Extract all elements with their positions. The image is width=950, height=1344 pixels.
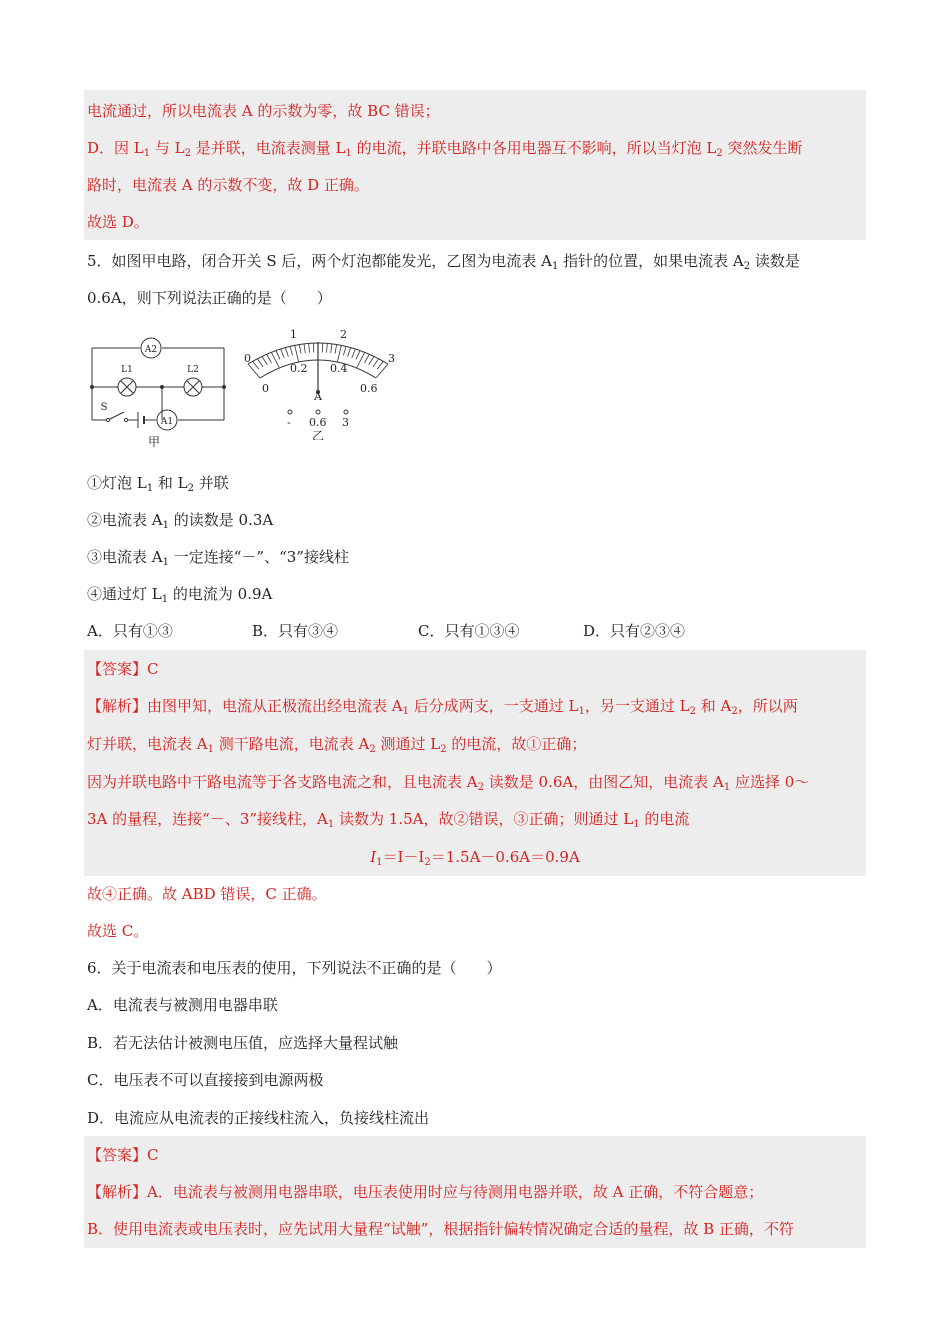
switch-contact-left — [106, 418, 109, 421]
q5-answer: 【答案】C — [87, 660, 159, 678]
switch-contact-right — [124, 418, 127, 421]
q5-analysis-line-3: 因为并联电路中干路电流等于各支路电流之和，且电流表 $A_2$ 读数是 0.6A，由图乙知，电流表 $A_1$ 应选择 0～ — [87, 773, 810, 793]
terminal-negative-label: - — [287, 416, 291, 429]
top-scale-3: 3 — [388, 352, 395, 365]
terminal-0.6 — [316, 410, 320, 414]
q5-stem-line-2: 0.6A，则下列说法正确的是（ ） — [87, 289, 332, 307]
dial-tick — [326, 343, 327, 352]
ammeter-a2-label: A2 — [144, 345, 158, 355]
prev-analysis-line-2: D．因 $L_1$ 与 $L_2$ 是并联，电流表测量 $L_1$ 的电流，并联电路中各用电器互不影响，所以当灯泡 $L_2$ 突然发生断 — [87, 139, 803, 159]
q6-answer: 【答案】C — [87, 1146, 159, 1164]
dial-tick — [348, 348, 351, 357]
q6-analysis-line-2: B．使用电流表或电压表时，应先试用大量程“试触”，根据指针偏转情况确定合适的量程，故 B 正确，不符 — [87, 1220, 794, 1238]
lamp-l1-label: L1 — [121, 365, 133, 375]
dial-tick — [337, 345, 341, 362]
dial-tick — [343, 346, 346, 355]
q5-analysis-line-5: 故④正确。故 ABD 错误，C 正确。 — [87, 885, 327, 903]
dial-tick — [304, 344, 305, 353]
figure-yi-caption: 乙 — [312, 429, 325, 440]
q5-stem-line-1: 5．如图甲电路，闭合开关 S 后，两个灯泡都能发光，乙图为电流表 $A_1$ 指针的位置，如果电流表 $A_2$ 读数是 — [87, 252, 800, 272]
dial-tick — [253, 361, 259, 369]
dial-tick — [257, 359, 263, 367]
q5-analysis-line-2: 灯并联，电流表 $A_1$ 测干路电流，电流表 $A_2$ 测通过 $L_2$ 的电流，故①正确； — [87, 735, 587, 755]
dial-tick — [309, 343, 310, 352]
terminal-3 — [344, 410, 348, 414]
prev-analysis-line-3: 路时，电流表 A 的示数不变，故 D 正确。 — [87, 176, 369, 194]
junction-left — [90, 385, 94, 389]
ammeter-a1-label: A1 — [160, 417, 174, 427]
bottom-scale-0.6: 0.6 — [360, 382, 378, 395]
q5-conclusion: 故选 C。 — [87, 922, 149, 940]
bottom-scale-0.2: 0.2 — [290, 362, 308, 375]
q6-option-c: C．电压表不可以直接接到电源两极 — [87, 1071, 324, 1089]
dial-tick — [248, 364, 260, 378]
junction-middle — [160, 385, 164, 389]
dial-tick — [295, 345, 299, 362]
dial-tick — [299, 344, 301, 353]
dial-tick — [290, 346, 293, 355]
dial-tick — [267, 354, 272, 362]
junction-right — [222, 385, 226, 389]
figure-jia-caption: 甲 — [147, 435, 161, 449]
q6-option-a: A．电流表与被测用电器串联 — [87, 996, 278, 1014]
q6-stem: 6．关于电流表和电压表的使用，下列说法不正确的是（ ） — [87, 959, 502, 977]
q5-analysis-line-4: 3A 的量程，连接“－、3”接线柱，$A_1$ 读数为 1.5A，故②错误，③正确；则通过 $L_1$ 的电流 — [87, 810, 690, 830]
dial-tick — [335, 344, 337, 353]
terminal-3-label: 3 — [342, 416, 349, 429]
dial-tick — [285, 348, 288, 357]
terminal-negative — [288, 410, 292, 414]
dial-tick — [373, 359, 379, 367]
statement-2: ②电流表 $A_1$ 的读数是 0.3A — [87, 511, 274, 531]
terminal-0.6-label: 0.6 — [309, 416, 327, 429]
statement-1: ①灯泡 $L_1$ 和 $L_2$ 并联 — [87, 474, 229, 494]
bottom-scale-0.4: 0.4 — [330, 362, 348, 375]
q5-analysis-band — [84, 650, 866, 876]
q5-option-c: C．只有①③④ — [418, 622, 520, 640]
statement-4: ④通过灯 $L_1$ 的电流为 0.9A — [87, 585, 273, 605]
q5-analysis-line-1: 【解析】由图甲知，电流从正极流出经电流表 $A_1$ 后分成两支，一支通过 $L_1$，另一支通过 $L_2$ 和 $A_2$，所以两 — [87, 697, 798, 717]
dial-tick — [262, 356, 267, 364]
dial-tick — [377, 361, 383, 369]
dial-tick — [376, 364, 388, 378]
dial-tick — [364, 354, 369, 362]
q6-analysis-line-1: 【解析】A．电流表与被测用电器串联，电压表使用时应与待测用电器并联，故 A 正确，不符合题意； — [87, 1183, 764, 1201]
q5-option-a: A．只有①③ — [87, 622, 173, 640]
prev-analysis-line-1: 电流通过，所以电流表 A 的示数为零，故 BC 错误； — [87, 102, 440, 120]
prev-conclusion: 故选 D。 — [87, 213, 149, 231]
q6-option-b: B．若无法估计被测电压值，应选择大量程试触 — [87, 1034, 399, 1052]
lamp-l2-label: L2 — [187, 365, 199, 375]
dial-tick — [331, 344, 332, 353]
top-scale-0: 0 — [244, 352, 251, 365]
switch-blade — [108, 412, 124, 420]
statement-3: ③电流表 $A_1$ 一定连接“－”、“3”接线柱 — [87, 548, 349, 568]
switch-label: S — [100, 402, 108, 413]
circuit-diagram-jia — [82, 330, 242, 450]
dial-tick — [369, 356, 374, 364]
ammeter-dial-yi — [232, 322, 402, 440]
q5-option-d: D．只有②③④ — [583, 622, 686, 640]
dial-tick — [281, 349, 285, 358]
q5-option-b: B．只有③④ — [252, 622, 339, 640]
q6-option-d: D．电流应从电流表的正接线柱流入，负接线柱流出 — [87, 1109, 430, 1127]
top-scale-1: 1 — [290, 328, 297, 341]
top-scale-2: 2 — [340, 328, 347, 341]
bottom-scale-0: 0 — [262, 382, 269, 395]
dial-tick — [276, 351, 280, 360]
q5-formula: $I_1=I-I_2=1.5A-0.6A=0.9A$ — [370, 848, 580, 868]
dial-tick — [352, 349, 356, 358]
dial-letter: A — [314, 390, 322, 403]
dial-tick — [356, 351, 360, 360]
